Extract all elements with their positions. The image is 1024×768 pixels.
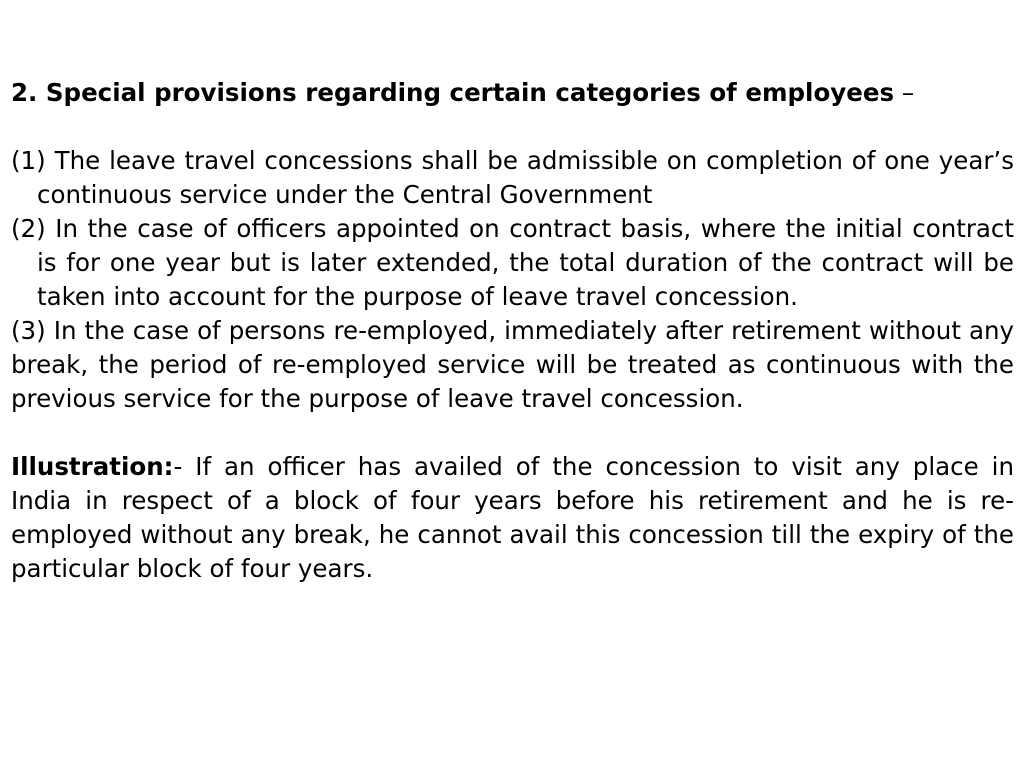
illustration-label: Illustration: [11, 452, 174, 481]
provision-item-1: (1) The leave travel concessions shall be admissible on completion of one year’s continuous service under the Central Government [11, 146, 1014, 209]
illustration-paragraph [11, 450, 1014, 586]
document-body [11, 76, 1014, 586]
provision-item-2: (2) In the case of officers appointed on contract basis, where the initial contract is for one year but is later extended, the total duration of the contract will be taken into account for the purpose of leave travel concession. [11, 214, 1014, 311]
section-heading-title: 2. Special provisions regarding certain categories of employees [11, 78, 895, 107]
section-heading-dash: – [894, 78, 915, 107]
section-heading [11, 76, 1014, 110]
illustration-text: - If an officer has availed of the concession to visit any place in India in respect of a block of four years before his retirement and he is re-employed without any break, he cannot avail this concession till the expiry of the particular block of four years. [11, 452, 1014, 583]
provision-item-3: (3) In the case of persons re-employed, immediately after retirement without any break, the period of re-employed service will be treated as continuous with the previous service for the purpose of leave travel concession. [11, 316, 1014, 413]
spacer [11, 416, 1014, 450]
spacer [11, 110, 1014, 144]
